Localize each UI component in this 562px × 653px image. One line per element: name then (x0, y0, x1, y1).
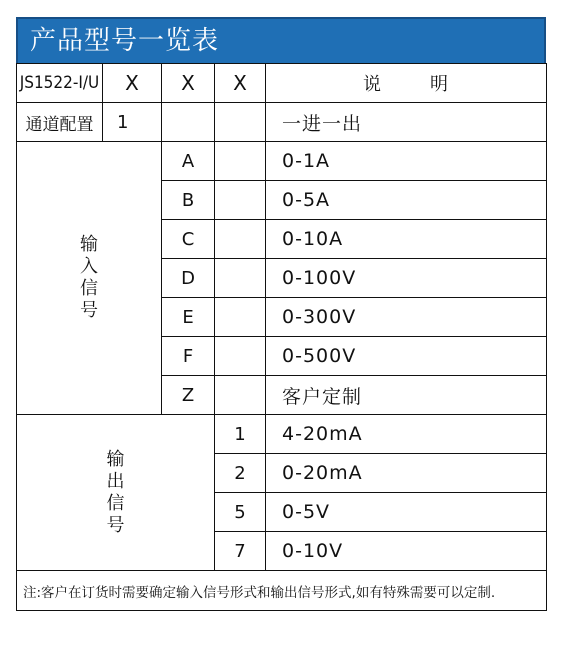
table-title: 产品型号一览表 (30, 26, 220, 56)
explanation-header (266, 64, 547, 103)
table-row (17, 415, 547, 454)
output-code: 1 (215, 415, 266, 454)
empty-cell (215, 181, 266, 220)
ordering-note: 注:客户在订货时需要确定输入信号形式和输出信号形式,如有特殊需要可以定制. (17, 571, 547, 611)
empty-cell (215, 376, 266, 415)
input-desc: 0-10A (266, 220, 547, 259)
empty-cell (215, 220, 266, 259)
output-code: 5 (215, 493, 266, 532)
input-desc: 0-100V (266, 259, 547, 298)
input-desc: 客户定制 (266, 376, 547, 415)
explain-char: 说 (363, 74, 382, 95)
input-code: D (162, 259, 215, 298)
table-row (17, 142, 547, 181)
input-desc: 0-500V (266, 337, 547, 376)
product-model-table (16, 63, 547, 611)
input-code: F (162, 337, 215, 376)
model-number-cell: JS1522-I/U (17, 64, 103, 103)
empty-cell (215, 103, 266, 142)
input-signal-label: 输入信号 (80, 234, 98, 321)
empty-cell (215, 259, 266, 298)
input-code: C (162, 220, 215, 259)
empty-cell (215, 298, 266, 337)
input-desc: 0-300V (266, 298, 547, 337)
empty-cell (215, 337, 266, 376)
input-code: B (162, 181, 215, 220)
output-signal-label-cell (17, 415, 215, 571)
channel-config-desc: 一进一出 (266, 103, 547, 142)
model-x-cell: X (103, 64, 162, 103)
input-code: A (162, 142, 215, 181)
input-code: E (162, 298, 215, 337)
output-desc: 0-5V (266, 493, 547, 532)
output-code: 7 (215, 532, 266, 571)
table-row (17, 103, 547, 142)
empty-cell (215, 142, 266, 181)
table-title-bar (16, 17, 546, 63)
input-desc: 0-5A (266, 181, 547, 220)
model-x-cell: X (162, 64, 215, 103)
output-desc: 4-20mA (266, 415, 547, 454)
channel-config-value: 1 (103, 103, 162, 142)
table-row (17, 571, 547, 611)
output-code: 2 (215, 454, 266, 493)
output-signal-label: 输出信号 (106, 448, 125, 536)
table-row (17, 64, 547, 103)
channel-config-label: 通道配置 (17, 103, 103, 142)
empty-cell (162, 103, 215, 142)
model-x-cell: X (215, 64, 266, 103)
output-desc: 0-10V (266, 532, 547, 571)
input-desc: 0-1A (266, 142, 547, 181)
input-signal-label-cell (17, 142, 162, 415)
output-desc: 0-20mA (266, 454, 547, 493)
input-code: Z (162, 376, 215, 415)
explain-char: 明 (430, 74, 449, 95)
